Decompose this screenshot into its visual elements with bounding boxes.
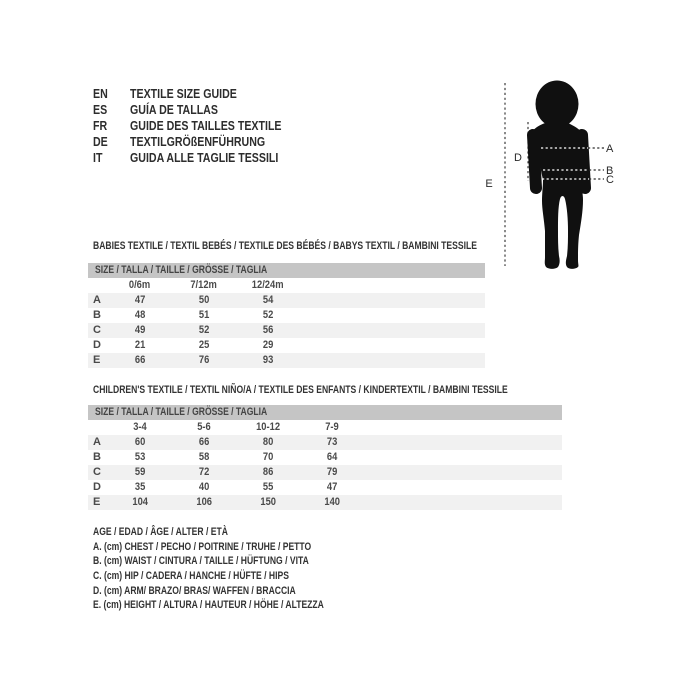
table-row: [88, 293, 485, 308]
legend-arm: D. (cm) ARM/ BRAZO/ BRAS/ WAFFEN / BRACCIA: [93, 584, 296, 597]
cell: 55: [262, 481, 274, 493]
language-code: IT: [93, 151, 103, 165]
row-label: B: [93, 451, 101, 463]
language-title: GUÍA DE TALLAS: [130, 103, 218, 117]
language-code: EN: [93, 87, 108, 101]
cell: 29: [262, 339, 274, 351]
language-row-it: [93, 150, 308, 166]
language-title: TEXTILGRÖßENFÜHRUNG: [130, 135, 266, 149]
cell: 93: [262, 354, 274, 366]
legend-hip: C. (cm) HIP / CADERA / HANCHE / HÜFTE / HIPS: [93, 570, 289, 583]
language-code: DE: [93, 135, 108, 149]
column-header: 7/12m: [190, 279, 218, 291]
column-header: 5-6: [197, 421, 211, 433]
cell: 140: [324, 496, 340, 508]
language-code: FR: [93, 119, 108, 133]
cell: 54: [262, 294, 274, 306]
legend-chest: A. (cm) CHEST / PECHO / POITRINE / TRUHE / PETTO: [93, 540, 312, 553]
cell: 47: [326, 481, 338, 493]
row-label: D: [93, 481, 101, 493]
waist-label: B: [606, 165, 614, 177]
column-header: 7-9: [325, 421, 339, 433]
table-row: [88, 465, 562, 480]
language-title: TEXTILE SIZE GUIDE: [130, 87, 237, 101]
table-row: [88, 435, 562, 450]
language-row-fr: [93, 118, 308, 134]
cell: 49: [134, 324, 146, 336]
legend-waist: B. (cm) WAIST / CINTURA / TAILLE / HÜFTUNG / VITA: [93, 555, 309, 568]
cell: 72: [198, 466, 210, 478]
table-row: [88, 495, 562, 510]
children-size-table: [88, 405, 562, 510]
table-row: [88, 480, 562, 495]
column-header: 3-4: [133, 421, 147, 433]
cell: 53: [134, 451, 146, 463]
cell: 47: [134, 294, 146, 306]
row-label: D: [93, 339, 101, 351]
cell: 60: [134, 436, 146, 448]
cell: 70: [262, 451, 274, 463]
cell: 56: [262, 324, 274, 336]
cell: 76: [198, 354, 210, 366]
cell: 50: [198, 294, 210, 306]
cell: 66: [134, 354, 146, 366]
cell: 86: [262, 466, 274, 478]
cell: 73: [326, 436, 338, 448]
height-label: E: [485, 178, 493, 190]
language-title: GUIDE DES TAILLES TEXTILE: [130, 119, 282, 133]
arm-label: D: [514, 152, 522, 164]
legend-age: AGE / EDAD / ÂGE / ALTER / ETÀ: [93, 526, 228, 538]
cell: 104: [132, 496, 148, 508]
column-header: 0/6m: [129, 279, 151, 291]
cell: 52: [262, 309, 274, 321]
cell: 51: [198, 309, 210, 321]
row-label: C: [93, 466, 101, 478]
cell: 59: [134, 466, 146, 478]
cell: 21: [134, 339, 146, 351]
table-row: [88, 353, 485, 368]
column-header-row: [88, 420, 562, 435]
table-row: [88, 323, 485, 338]
column-header: 12/24m: [252, 279, 284, 291]
table-row: [88, 338, 485, 353]
cell: 66: [198, 436, 210, 448]
table-row: [88, 450, 562, 465]
language-row-de: [93, 134, 308, 150]
size-header-bar: SIZE / TALLA / TAILLE / GRÖSSE / TAGLIA: [88, 405, 562, 420]
row-label: E: [93, 354, 101, 366]
column-header-row: [88, 278, 485, 293]
language-row-es: [93, 102, 308, 118]
cell: 52: [198, 324, 210, 336]
measurement-legend: [93, 525, 389, 613]
cell: 150: [260, 496, 276, 508]
cell: 79: [326, 466, 338, 478]
row-label: E: [93, 496, 101, 508]
cell: 48: [134, 309, 146, 321]
language-list: [93, 86, 308, 166]
cell: 35: [134, 481, 146, 493]
cell: 25: [198, 339, 210, 351]
language-title: GUIDA ALLE TAGLIE TESSILI: [130, 151, 279, 165]
cell: 80: [262, 436, 274, 448]
language-code: ES: [93, 103, 108, 117]
column-header: 10-12: [256, 421, 280, 433]
table-row: [88, 308, 485, 323]
row-label: C: [93, 324, 101, 336]
babies-section-title: BABIES TEXTILE / TEXTIL BEBÉS / TEXTILE DES BÉBÉS / BABYS TEXTIL / BAMBINI TESSILE: [93, 240, 477, 252]
cell: 64: [326, 451, 338, 463]
cell: 58: [198, 451, 210, 463]
row-label: A: [93, 436, 101, 448]
size-header-bar: SIZE / TALLA / TAILLE / GRÖSSE / TAGLIA: [88, 263, 485, 278]
chest-label: A: [606, 143, 614, 155]
cell: 40: [198, 481, 210, 493]
babies-size-table: [88, 263, 485, 368]
silhouette-right-arm: [582, 135, 585, 188]
legend-height: E. (cm) HEIGHT / ALTURA / HAUTEUR / HÖHE / ALTEZZA: [93, 599, 324, 612]
silhouette-left-arm: [533, 135, 536, 188]
language-row-en: [93, 86, 308, 102]
row-label: A: [93, 294, 101, 306]
children-section-title: CHILDREN'S TEXTILE / TEXTIL NIÑO/A / TEXTILE DES ENFANTS / KINDERTEXTIL / BAMBINI TESSILE: [93, 384, 508, 396]
hip-label: C: [606, 174, 614, 186]
cell: 106: [196, 496, 212, 508]
row-label: B: [93, 309, 101, 321]
